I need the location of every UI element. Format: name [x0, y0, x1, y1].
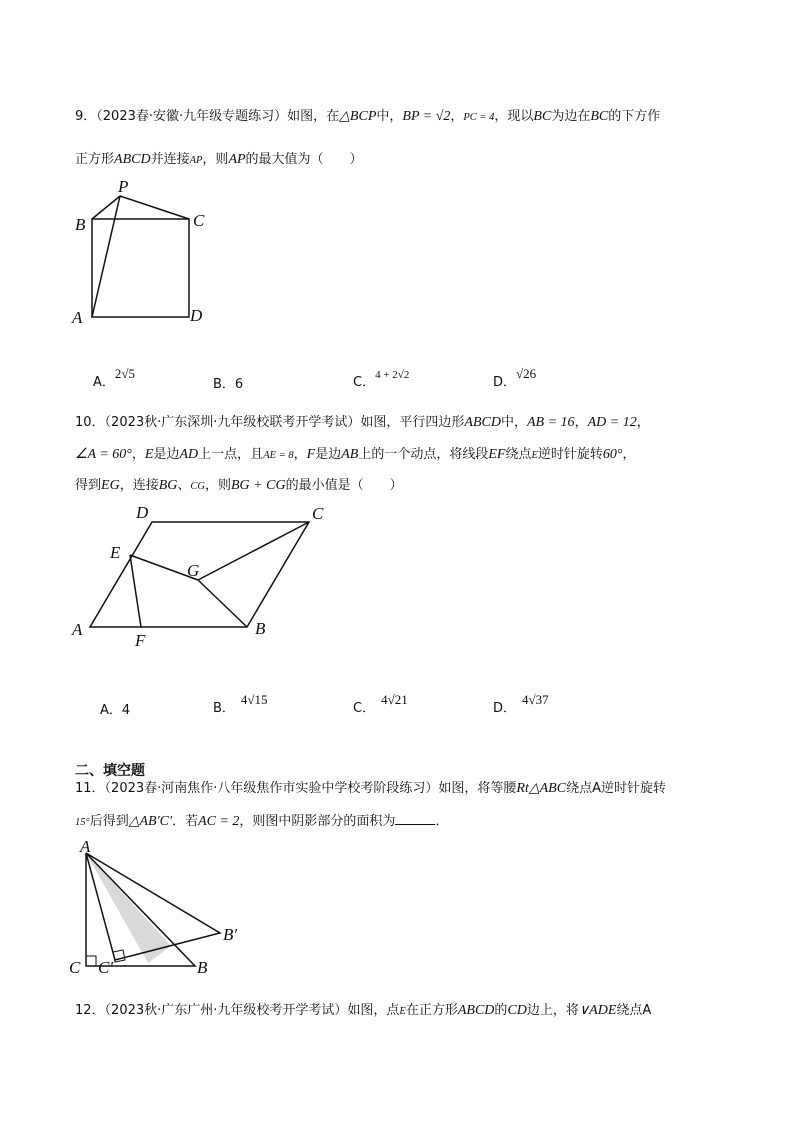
q10-option-a[interactable]: [100, 699, 130, 718]
q10-line-1: [75, 413, 650, 433]
option-value: 4 + 2√2: [375, 369, 410, 381]
option-letter: B．: [213, 701, 235, 716]
q11-number: 11．: [75, 781, 105, 796]
q9-label-d: D: [190, 306, 203, 325]
q10-f: F: [306, 447, 316, 462]
q9-text: ，现以: [494, 109, 534, 124]
q10-label-a: A: [72, 620, 83, 639]
q11-shaded-region: [86, 853, 171, 963]
q9-text: 正方形: [75, 152, 115, 167]
q11-line-2: [75, 812, 448, 833]
q10-text: ，: [574, 415, 588, 430]
q10-text: ，: [622, 447, 636, 462]
q11-degree: 15°: [75, 817, 90, 828]
q9-bc: BC: [533, 109, 552, 124]
option-value: 4√15: [240, 692, 268, 707]
q10-text: 逆时针旋转: [537, 447, 603, 462]
q12-text: 如图，点: [347, 1003, 400, 1018]
q10-text: 如图，平行四边形: [360, 415, 465, 430]
option-letter: C．: [353, 701, 376, 716]
option-letter: B．: [213, 377, 235, 392]
q10-label-g: G: [187, 561, 200, 580]
q10-cg: CG: [190, 481, 205, 492]
q10-parallelogram: [90, 522, 309, 627]
q10-line-3: [75, 476, 403, 497]
option-letter: C．: [353, 375, 376, 390]
q10-e: E: [144, 447, 154, 462]
q9-text: 中，: [376, 109, 403, 124]
q12-text: 边上，将: [526, 1003, 579, 1018]
section-title: 二、填空题: [75, 763, 145, 779]
q10-option-d[interactable]: [493, 692, 549, 716]
q10-text: 绕点: [505, 447, 532, 462]
q10-text: 是边: [153, 447, 180, 462]
q11-ac: AC = 2: [198, 814, 240, 829]
q9-text: 的下方作: [608, 109, 661, 124]
q9-label-c: C: [193, 211, 205, 230]
q12-abcd: ABCD: [457, 1003, 495, 1018]
q10-text: ，则: [204, 478, 231, 493]
q10-number: 10．: [75, 415, 105, 430]
q10-sum: BG + CG: [231, 478, 286, 493]
q12-text: 绕点A: [616, 1003, 652, 1018]
q10-angle: ∠A = 60°: [75, 447, 132, 462]
q10-text: 是边: [315, 447, 342, 462]
q10-label-c: C: [312, 504, 324, 523]
q10-text: ，连接: [119, 478, 159, 493]
q10-text: 的最小值是（ ）: [285, 478, 403, 493]
q10-text: 得到: [75, 478, 102, 493]
option-value: √26: [516, 366, 537, 381]
option-value: 2√5: [114, 366, 136, 381]
q12-source: （2023秋·广东广州·九年级校考开学考试）: [104, 1003, 348, 1018]
q11-source: （2023春·河南焦作·八年级焦作市实验中学校考阶段练习）: [104, 781, 439, 796]
q9-option-d[interactable]: [493, 366, 537, 390]
q10-text: 上的一个动点，将线段: [358, 447, 489, 462]
q9-square: [92, 219, 189, 317]
q10-text: ，: [293, 447, 307, 462]
q9-figure: [60, 175, 220, 330]
q9-text: 的最大值为（ ）: [245, 152, 363, 167]
q11-right-angle-c2: [113, 950, 125, 962]
q10-ef: EF: [488, 447, 506, 462]
q10-ad: AD: [179, 447, 199, 462]
option-value: 4: [121, 703, 131, 718]
q10-text: 中，: [500, 415, 527, 430]
q9-bp: BP = √2: [402, 109, 451, 124]
q11-line-1: [75, 779, 666, 799]
q9-bc: BC: [590, 109, 609, 124]
q11-text: 绕点A逆时针旋转: [566, 781, 666, 796]
q11-text: 如图，将等腰: [438, 781, 517, 796]
q10-segment-ef: [130, 555, 141, 627]
q12-triangle: ∨ADE: [578, 1003, 617, 1018]
option-letter: D．: [493, 701, 517, 716]
q9-triangle: △BCP: [339, 109, 377, 124]
q11-text: ．若: [172, 814, 199, 829]
q11-label-b2: B′: [223, 925, 238, 944]
q9-segment-ap: [92, 196, 120, 317]
q9-label-b: B: [75, 215, 86, 234]
q9-source: （2023春·安徽·九年级专题练习）: [96, 109, 288, 124]
q9-ap: AP: [189, 155, 203, 166]
q9-pc: PC = 4: [463, 112, 495, 123]
q10-ae: AE = 8: [263, 450, 294, 461]
q12-cd: CD: [507, 1003, 527, 1018]
q12-e: E: [399, 1006, 406, 1017]
q9-text: 并连接: [150, 152, 190, 167]
q9-abcd: ABCD: [114, 152, 151, 167]
q10-option-b[interactable]: [213, 692, 268, 716]
q9-option-b[interactable]: [213, 373, 243, 392]
q10-label-f: F: [135, 631, 146, 650]
q10-source: （2023秋·广东深圳·九年级校联考开学考试）: [104, 415, 361, 430]
q11-figure: [65, 838, 255, 978]
q10-degree: 60°: [602, 447, 623, 462]
q11-rt-triangle: Rt△ABC: [516, 781, 567, 796]
q9-label-a: A: [72, 308, 83, 327]
option-value: 6: [234, 377, 244, 392]
option-value: 4√37: [522, 692, 549, 707]
q10-line-2: [75, 445, 636, 466]
q9-option-a[interactable]: [93, 366, 136, 390]
q10-text: ，: [131, 447, 145, 462]
q11-text: ，则图中阴影部分的面积为: [239, 814, 396, 829]
q10-ab: AB: [341, 447, 359, 462]
q9-text: ，: [450, 109, 464, 124]
option-value: 4√21: [381, 692, 408, 707]
q9-line-1: [75, 107, 660, 128]
q10-label-e: E: [110, 543, 121, 562]
q12-text: 的: [494, 1003, 508, 1018]
q11-text: ．: [435, 814, 449, 829]
q9-text: ，则: [202, 152, 229, 167]
q10-e: E: [531, 450, 538, 461]
q12-number: 12．: [75, 1003, 105, 1018]
q10-text: 上一点，且: [198, 447, 264, 462]
q11-label-b: B: [197, 958, 208, 977]
q10-ad: AD = 12: [587, 415, 637, 430]
q10-bg: BG: [158, 478, 178, 493]
q9-segment-pc: [120, 196, 189, 219]
q11-label-a: A: [80, 838, 91, 856]
q9-text: 为边在: [551, 109, 591, 124]
q10-option-c[interactable]: [353, 692, 408, 716]
q10-text: ，: [636, 415, 650, 430]
q10-eg: EG: [101, 478, 120, 493]
q10-text: 、: [177, 478, 191, 493]
q10-abcd: ABCD: [464, 415, 501, 430]
q10-label-d: D: [136, 503, 149, 522]
option-letter: A．: [93, 375, 115, 390]
q11-label-c2: C′: [98, 958, 114, 977]
option-letter: D．: [493, 375, 517, 390]
q12-text: 在正方形: [405, 1003, 458, 1018]
q9-ap: AP: [228, 152, 246, 167]
q10-label-b: B: [255, 619, 266, 638]
q11-label-c: C: [69, 958, 81, 977]
q9-text: 如图，在: [287, 109, 340, 124]
q9-option-c[interactable]: [353, 371, 409, 390]
q9-label-p: P: [118, 177, 129, 196]
q11-text: 后得到: [89, 814, 129, 829]
q11-triangle: △AB′C′: [128, 814, 173, 829]
q9-line-2: [75, 150, 363, 171]
q11-answer-blank[interactable]: [395, 812, 435, 825]
q10-ab: AB = 16: [527, 415, 575, 430]
q9-number: 9．: [75, 109, 97, 124]
option-letter: A．: [100, 703, 122, 718]
q10-segment-bg: [198, 580, 247, 627]
q12-line-1: [75, 1001, 651, 1022]
q10-figure: [60, 498, 350, 658]
q11-right-angle-c: [86, 956, 96, 966]
